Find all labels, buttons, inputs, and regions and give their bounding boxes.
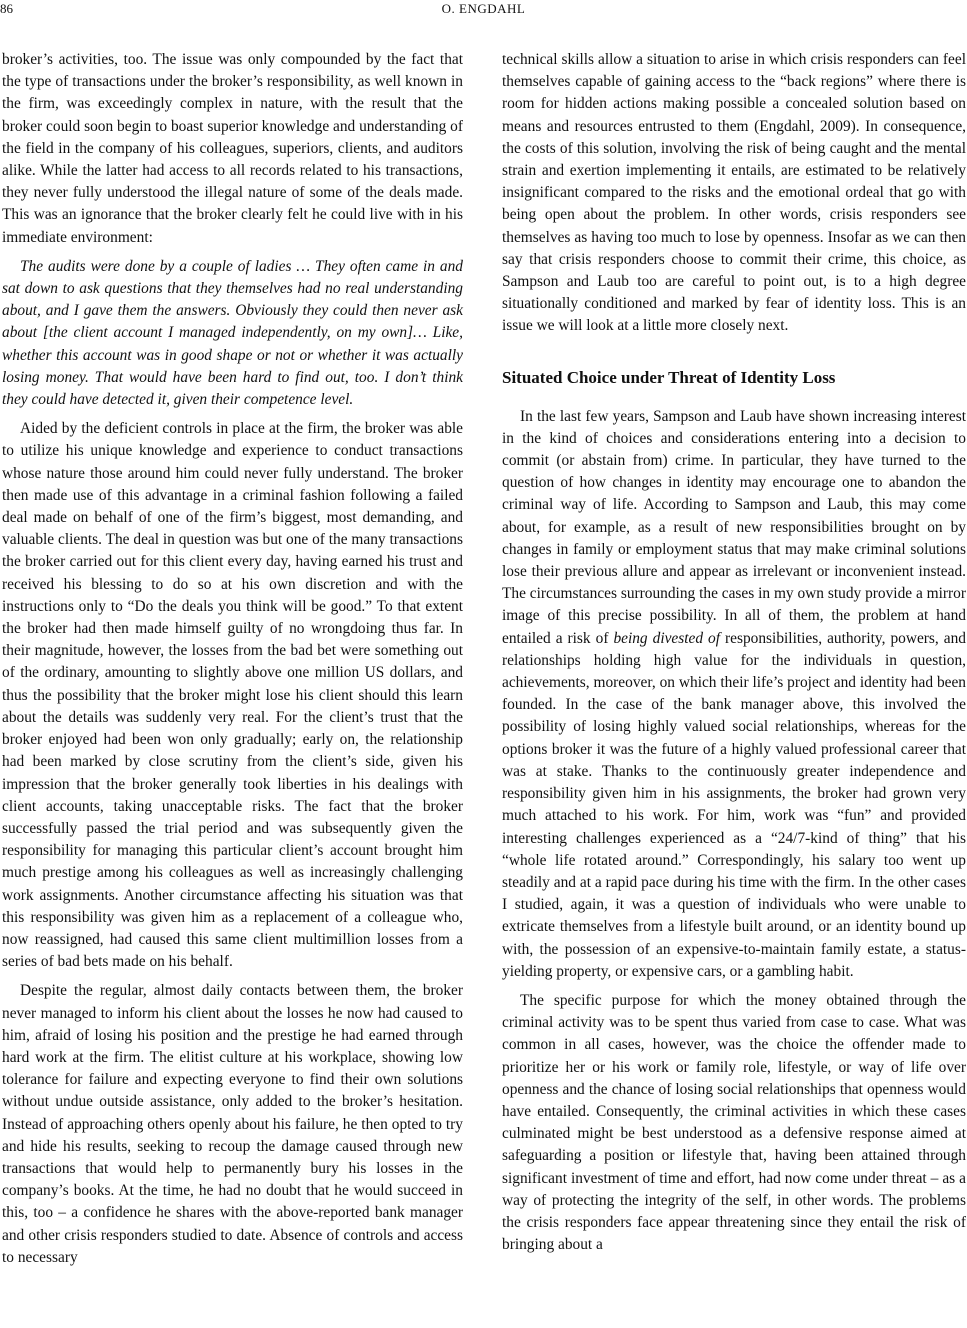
section-heading: Situated Choice under Threat of Identity Loss (502, 367, 836, 387)
paragraph-text: responsibilities, authority, powers, and relationships holding high value for the individuals in question, achievements, moreover, on which their life’s project and identity had been founded. In the case of the bank manager above, this involved the possibility of losing highly valued social relationships, whereas for the options broker it was the future of a highly valued professional career that was at stake. Thanks to the continuously greater independence and responsibility given him in his assignments, the broker had grown very much attached to his work. For him, work was “fun” and provided interesting challenges experienced as a “24/7-kind of thing” that his “whole life rotated around.” Correspondingly, his salary too went up steadily and at a rapid pace during his time with the firm. In the other cases I studied, again, it was a question of individuals who were unable to extricate themselves from a lifestyle built around, or an identity bound up with, the possession of an expensive-to-maintain family estate, a status-yielding property, or expensive cars, or a gambling habit. (502, 629, 966, 980)
paragraph: Despite the regular, almost daily contacts between them, the broker never managed to inform his client about the losses he now had caused to him, afraid of losing his position and the prestige he had earned through hard work at the firm. The elitist culture at his workplace, showing low tolerance for failure and expecting everyone to find their own solutions without undue outside assistance, only added to the broker’s hesitation. Instead of approaching others openly about his failure, he then opted to try and hide his results, seeking to recoup the damage caused through new transactions that would help to permanently bury his losses in the company’s books. At the time, he had no doubt that he would succeed in this, too – a confidence he shares with the above-reported bank manager and other crisis responders studied to date. Absence of controls and access to necessary (2, 982, 463, 1266)
paragraph: technical skills allow a situation to arise in which crisis responders can feel themselves capable of gaining access to the “back regions” where there is room for hidden actions making possible a concealed solution based on means and resources entrusted to them (Engdahl, 2009). In consequence, the costs of this solution, involving the risk of being caught and the mental strain and exertion implementing it entails, are estimated to be relatively insignificant compared to the risks and the emotional ordeal that go with being open about the problem. In other words, crisis responders see themselves as having too much to lose by openness. Insofar as we can then say that crisis responders choose to commit their crime, this choice, as Sampson and Laub too are careful to point out, is to a high degree situationally conditioned and marked by fear of identity loss. This is an issue we will look at a little more closely next. (502, 51, 966, 335)
page-header (0, 1, 967, 21)
block-quote: The audits were done by a couple of ladies … They often came in and sat down to ask questions that they themselves had no real understanding about, and I gave them the answers. Obviously they could then never ask about [the client account I managed independently, on my own]… Like, whether this account was in good shape or not or whether it was actually losing money. That would have been hard to find out, too. I don’t think they could have detected it, given their competence level. (2, 257, 463, 409)
paragraph-text: In the last few years, Sampson and Laub have shown increasing interest in the kind of choices and considerations entering into a decision to commit (or abstain from) crime. In particular, they have turned to the question of how changes in identity may encourage one to abandon the criminal way of life. According to Sampson and Laub, this may come about, for example, as a result of new responsibilities brought on by changes in family or employment status that may make criminal solutions lose their previous allure and appear as irrelevant or inconvenient instead. The circumstances surrounding the cases in my own study provide a mirror image of this precise possibility. In all of them, the problem at hand entailed a risk of (502, 407, 966, 647)
page-number: 86 (0, 1, 13, 16)
left-column (2, 49, 463, 1269)
emphasis-text: being divested of (613, 629, 721, 647)
paragraph (502, 406, 966, 983)
paragraph: The specific purpose for which the money obtained through the criminal activity was to be spent thus varied from case to case. What was common in all cases, however, was the choice the offender made to prioritize her or his work or family role, lifestyle, or way of life over openness and the chance of losing social relationships that openness would have entailed. Consequently, the criminal activities in which these cases culminated might be best understood as a defensive response aimed at safeguarding a position or lifestyle that, having been attained through significant investment of time and effort, had now come under threat – as a way of protecting the integrity of the self, in other words. The problems the crisis responders face appear threatening since they entail the risk of bringing about a (502, 991, 966, 1254)
running-head: O. ENGDAHL (441, 1, 526, 16)
paragraph: Aided by the deficient controls in place at the firm, the broker was able to utilize his unique knowledge and experience to conduct transactions whose nature those around him could never fully understand. The broker then made use of this advantage in a criminal fashion following a failed deal made on behalf of one of the firm’s biggest, most demanding, and valuable clients. The deal in question was but one of the many transactions the broker carried out for this client every day, having earned his trust and received his blessing to do so at his own discretion and with the instructions only to “Do the deals you think will be good.” To that extent the broker had then made himself guilty of no wrongdoing thus far. In their magnitude, however, the losses from the bad bet were something out of the ordinary, amounting to slightly above one million US dollars, and thus the possibility that the broker might lose his client should this learn about the details was suddenly very real. For the client’s trust that the broker enjoyed had been won only gradually; early on, the relationship had been marked by close scrutiny from the client’s side, given his impression that the broker generally took liberties in his dealings with client accounts, taking unacceptable risks. The fact that the broker successfully passed the trial period and was subsequently given the responsibility for managing this particular client’s account brought him much prestige among his colleagues as well as increasingly challenging work assignments. Another circumstance affecting his situation was that this responsibility was given him as a replacement of a colleague who, now reassigned, had caused this same client multimillion losses from a series of bad bets made on his behalf. (2, 420, 463, 971)
right-column (502, 49, 966, 1256)
paragraph: broker’s activities, too. The issue was only compounded by the fact that the type of transactions under the broker’s responsibility, as well known in the firm, was exceedingly complex in nature, with the result that the broker could soon begin to boast superior knowledge and understanding of the field in the company of his colleagues, superiors, clients, and auditors alike. While the latter had access to all records related to his transactions, they never fully understood the illegal nature of some of the deals made. This was an ignorance that the broker clearly felt he could live with in his immediate environment: (2, 51, 463, 246)
